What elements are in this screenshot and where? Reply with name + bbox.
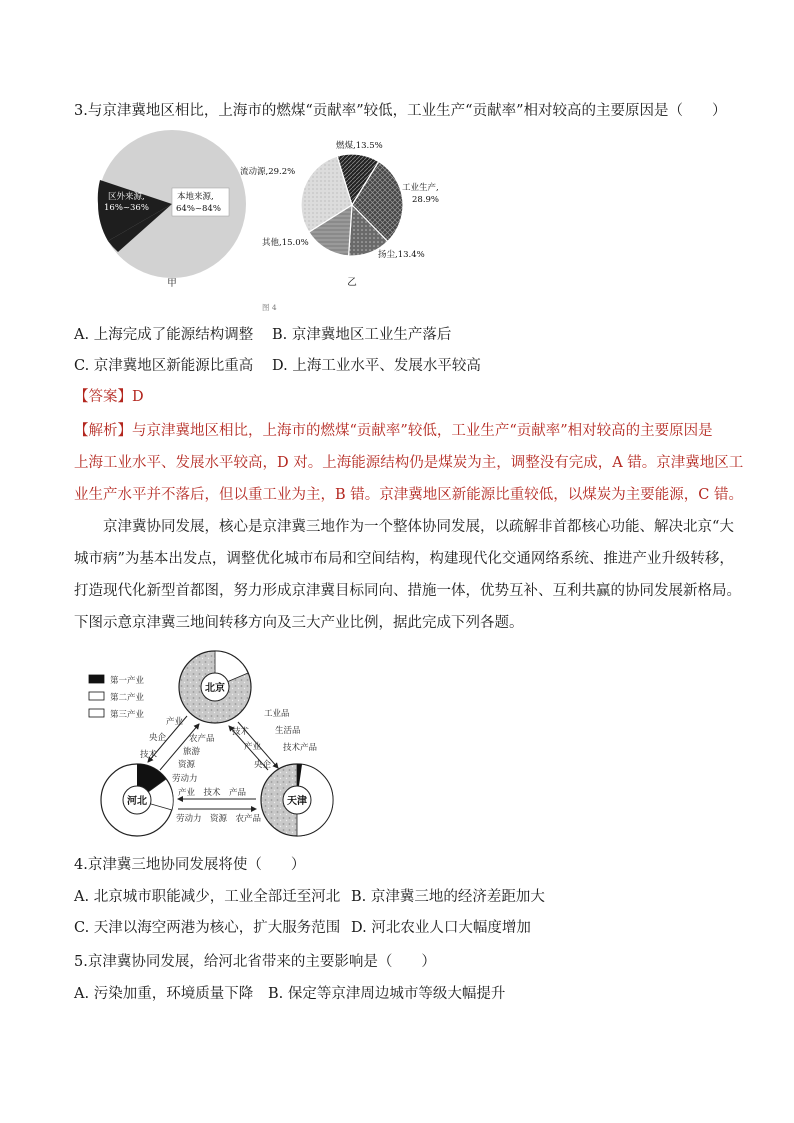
tj-to-bj-item-1: 技术: [232, 727, 250, 737]
pie-b-label-industry-value: 28.9%: [412, 195, 440, 205]
passage-line-1: 京津冀协同发展，核心是京津冀三地作为一个整体协同发展，以疏解非首都核心功能、解决北京“大: [74, 519, 734, 535]
question-5-stem: 5.京津冀协同发展，给河北省带来的主要影响是（ ）: [74, 954, 436, 970]
diagram-legend: [89, 675, 145, 720]
bj-to-tj-item-2: 生活品: [275, 726, 301, 736]
passage-line-4: 下图示意京津冀三地间转移方向及三大产业比例，据此完成下列各题。: [74, 615, 524, 631]
region-transfer-diagram: [0, 640, 794, 850]
q5-option-b: B. 保定等京津周边城市等级大幅提升: [268, 986, 506, 1002]
q3-analysis-line-1: 【解析】与京津冀地区相比，上海市的燃煤“贡献率”较低，工业生产“贡献率”相对较高的主要原因是: [74, 423, 713, 439]
bj-to-hb-item-3: 技术: [140, 750, 158, 760]
q4-option-b: B. 京津冀三地的经济差距加大: [351, 889, 545, 905]
beijing-label: 北京: [205, 683, 225, 694]
figure-caption: 图 4: [262, 303, 277, 312]
pie-chart-a: [98, 130, 246, 289]
bj-to-tj-item-1: 工业品: [264, 709, 290, 719]
legend-secondary: 第二产业: [110, 693, 145, 703]
pie-b-caption: 乙: [347, 277, 357, 288]
pie-b-label-other: 其他,15.0%: [262, 238, 309, 248]
passage-line-2: 城市病”为基本出发点，调整优化城市布局和空间结构，构建现代化交通网络系统、推进产业升级转移，: [74, 551, 734, 567]
q4-option-a: A. 北京城市职能减少，工业全部迁至河北: [74, 889, 341, 905]
bj-to-hb-item-1: 产业: [166, 717, 184, 727]
tianjin-ring: [261, 764, 333, 836]
pie-b-label-industry: 工业生产,: [402, 183, 439, 193]
pie-b-label-mobile: 流动源,29.2%: [240, 167, 296, 177]
bj-to-tj-item-3: 技术产品: [283, 743, 318, 753]
bj-to-hb-item-2: 央企: [149, 733, 167, 743]
tianjin-label: 天津: [287, 796, 307, 807]
tj-to-bj-item-3: 央企: [254, 760, 272, 770]
pie-a-caption: 甲: [167, 278, 177, 289]
tj-to-hb-items: 产业 技术 产品: [178, 788, 247, 798]
q3-answer: 【答案】D: [74, 389, 144, 405]
q3-option-b: B. 京津冀地区工业生产落后: [272, 327, 452, 343]
pie-a-outside-label: 区外来源,: [108, 192, 145, 202]
beijing-ring: [179, 651, 251, 723]
pie-a-outside-value: 16%~36%: [104, 203, 149, 213]
q3-analysis-line-3: 业生产水平并不落后，但以重工业为主，B 错。京津冀地区新能源比重较低，以煤炭为主要能源，C 错。: [74, 487, 743, 503]
hb-to-bj-item-3: 资源: [178, 760, 196, 770]
q5-option-a: A. 污染加重，环境质量下降: [74, 986, 254, 1002]
hebei-label: 河北: [127, 796, 147, 807]
q3-option-a: A. 上海完成了能源结构调整: [74, 327, 254, 343]
q4-option-c: C. 天津以海空两港为核心，扩大服务范围: [74, 920, 341, 936]
pie-chart-b: [301, 154, 403, 256]
q4-option-d: D. 河北农业人口大幅度增加: [351, 920, 531, 936]
hb-to-tj-items: 劳动力 资源 农产品: [176, 814, 262, 824]
passage-line-3: 打造现代化新型首都图，努力形成京津冀目标同向、措施一体，优势互补、互利共赢的协同发展新格局。: [74, 583, 741, 599]
q3-option-c: C. 京津冀地区新能源比重高: [74, 358, 254, 374]
pie-b-label-coal: 燃煤,13.5%: [336, 141, 383, 151]
hb-to-bj-item-2: 旅游: [183, 747, 201, 757]
legend-tertiary: 第三产业: [110, 710, 145, 720]
hb-to-bj-item-1: 农产品: [189, 734, 215, 744]
tj-to-bj-item-2: 产业: [244, 742, 262, 752]
pie-a-local-value: 64%~84%: [176, 204, 221, 214]
legend-primary: 第一产业: [110, 676, 145, 686]
question-4-stem: 4.京津冀三地协同发展将使（ ）: [74, 857, 306, 873]
hebei-ring: [101, 764, 173, 836]
q3-option-d: D. 上海工业水平、发展水平较高: [272, 358, 481, 374]
q3-analysis-line-2: 上海工业水平、发展水平较高，D 对。上海能源结构仍是煤炭为主，调整没有完成，A 错。京津冀地区工: [74, 455, 744, 471]
question-3-stem: 3.与京津冀地区相比，上海市的燃煤“贡献率”较低，工业生产“贡献率”相对较高的主要原因是（ ）: [74, 103, 727, 119]
pie-b-label-dust: 扬尘,13.4%: [378, 250, 425, 260]
pie-a-local-label: 本地来源,: [177, 192, 214, 202]
hb-to-bj-item-4: 劳动力: [172, 774, 198, 784]
